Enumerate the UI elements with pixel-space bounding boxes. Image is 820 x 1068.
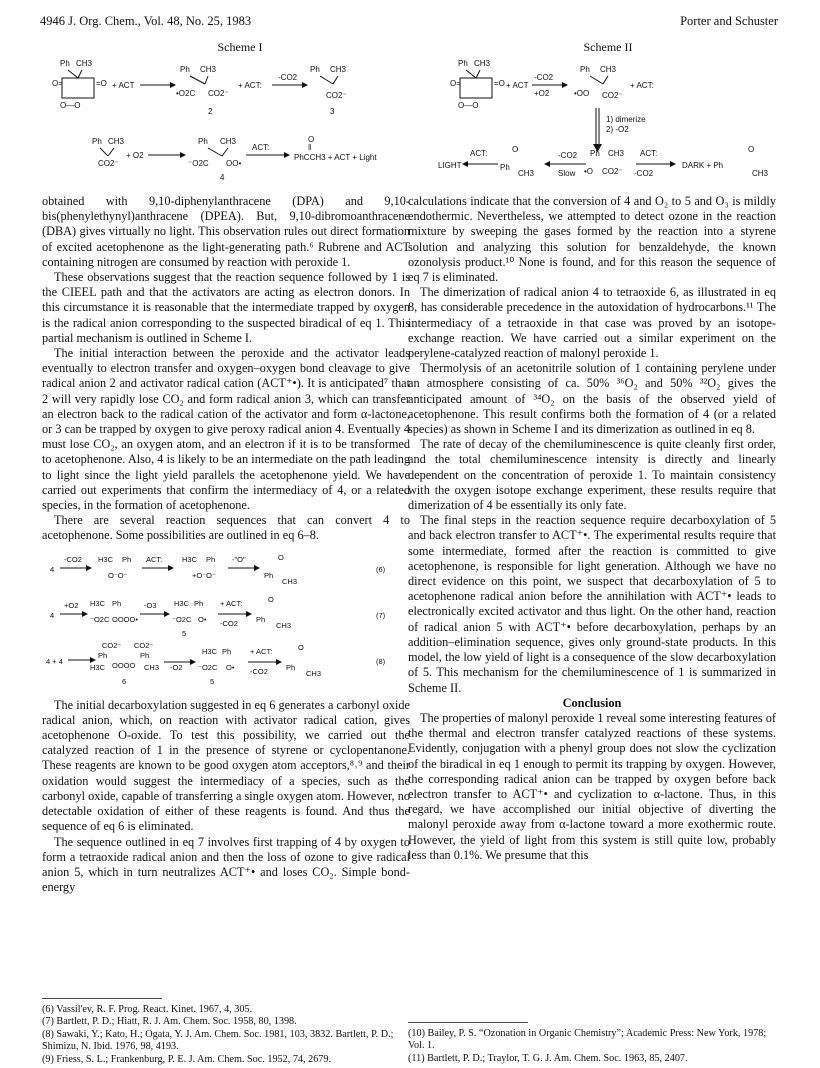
svg-text:O—O: O—O (458, 101, 479, 110)
footnote: (11) Bartlett, P. D.; Traylor, T. G. J. Am. Chem. Soc. 1963, 85, 2407. (408, 1052, 688, 1064)
scheme-1-label-4: 4 (220, 173, 225, 182)
footnote: (7) Bartlett, P. D.; Hiatt, R. J. Am. Chem. Soc. 1958, 80, 1398. (42, 1016, 297, 1028)
svg-text:CH3: CH3 (752, 169, 769, 178)
conclusion-heading: Conclusion (562, 695, 622, 710)
paragraph: The dimerization of radical anion 4 to tetraoxide 6, as illustrated in eq 8, has considerable precedence in the autoxidation of hydrocarbons.¹¹ The intermediacy of a tetraoxide in that case was proved by an isotope-exchange reaction. We have carried out a similar experiment on the perylene-catalyzed reaction of malonyl peroxide 1. (408, 285, 776, 361)
scheme-1-label-3: 3 (330, 107, 335, 116)
svg-text:ACT:: ACT: (146, 554, 163, 564)
svg-text:H3C: H3C (174, 598, 190, 608)
svg-text:Ph: Ph (98, 650, 108, 660)
svg-text:•OO: •OO (574, 89, 590, 98)
svg-text:+ ACT:: + ACT: (238, 81, 262, 90)
paragraph: The rate of decay of the chemiluminescence is quite cleanly first order, and the total chemiluminescence intensity is directly and linearly dependent on the concentration of peroxide 1. To maintain consistency with the oxygen isotope exchange experiment, these results require that dimerization of 4 be essentially its only fate. (408, 437, 776, 513)
running-header-left: 4946 J. Org. Chem., Vol. 48, No. 25, 1983 (40, 14, 252, 28)
svg-text:⁻O2C: ⁻O2C (172, 614, 192, 624)
svg-text:O: O (278, 552, 284, 562)
svg-text:Ph: Ph (180, 65, 190, 74)
left-column (42, 194, 410, 895)
svg-text:-O2: -O2 (170, 662, 183, 672)
footnotes-right (408, 1028, 778, 1065)
svg-text:+O⁻O⁻: +O⁻O⁻ (192, 570, 216, 580)
scheme-1-title: Scheme I (217, 40, 263, 54)
svg-text:+ ACT:: + ACT: (220, 598, 243, 608)
scheme-2-dimerize-1: 1) dimerize (606, 115, 646, 124)
svg-text:O: O (308, 135, 315, 144)
svg-text:OO•: OO• (226, 159, 242, 168)
svg-text:CH3: CH3 (144, 662, 160, 672)
eq-7-number: (7) (376, 610, 386, 620)
svg-text:Ph: Ph (264, 570, 274, 580)
svg-text:Ph: Ph (194, 598, 204, 608)
svg-text:Ph: Ph (310, 65, 320, 74)
svg-text:Ph: Ph (60, 59, 70, 68)
svg-text:CH3: CH3 (306, 668, 322, 678)
svg-text:Ph: Ph (92, 137, 102, 146)
svg-text:CO2⁻: CO2⁻ (134, 640, 154, 650)
svg-text:H3C: H3C (182, 554, 198, 564)
svg-text:CH3: CH3 (220, 137, 237, 146)
svg-text:O: O (268, 594, 274, 604)
svg-text:+ ACT: + ACT (506, 81, 529, 90)
svg-text:O•: O• (226, 662, 235, 672)
svg-text:CO2⁻: CO2⁻ (98, 159, 119, 168)
svg-text:O•: O• (198, 614, 207, 624)
svg-text:+ O2: + O2 (126, 151, 144, 160)
svg-text:CH3: CH3 (108, 137, 125, 146)
svg-text:+O2: +O2 (64, 600, 79, 610)
svg-text:ACT:: ACT: (470, 149, 488, 158)
svg-text:Ph: Ph (590, 149, 600, 158)
svg-text:Ph: Ph (256, 614, 266, 624)
footnote: (8) Sawaki, Y.; Kato, H.; Ogata, Y. J. Am. Chem. Soc. 1981, 103, 3832. Bartlett, P. D.; Shimizu, N. Ibid. 1976, 98, 4193. (42, 1028, 394, 1053)
paragraph: The initial interaction between the peroxide and the activator leads eventually to electron transfer and oxygen–oxygen bond cleavage to give radical anion 2 and activator radical cation (ACT⁺•). It is anticipated⁷ that 2 will very rapidly lose CO₂ and form radical anion 3, which can transfer an electron back to the radical cation of the activator and form α-lactone, or 3 can be trapped by oxygen to give peroxy radical anion 4. Eventually 4 must lose CO₂, an oxygen atom, and an electron if it is to be transformed to acetophenone. Also, 4 is likely to be an intermediate on the path leading to light since the light yield parallels the acetophenone yield. We have carried out experiments that confirm the intermediacy of 4, or a related species, in the formation of acetophenone. (42, 346, 410, 513)
svg-text:Ph: Ph (458, 59, 468, 68)
svg-text:H3C: H3C (90, 598, 106, 608)
svg-text:+ ACT: + ACT (112, 81, 135, 90)
equations-6-8 (42, 550, 410, 690)
svg-text:H3C: H3C (202, 646, 218, 656)
paragraph: These observations suggest that the reaction sequence followed by 1 is the CIEEL path and that the activators are acting as electron donors. In this circumstance it is reasonable that the intermediate trapped by oxygen is the radical anion corresponding to the suspected biradical of eq 1. This partial mechanism is outlined in Scheme I. (42, 270, 410, 345)
paragraph: There are several reaction sequences that can convert 4 to acetophenone. Some possibilities are outlined in eq 6–8. (42, 513, 410, 543)
svg-text:-O3: -O3 (144, 600, 157, 610)
svg-text:CH3: CH3 (518, 169, 535, 178)
svg-text:O: O (748, 145, 755, 154)
eq-8-number: (8) (376, 656, 386, 666)
footnote: (9) Friess, S. L.; Frankenburg, P. E. J. Am. Chem. Soc. 1952, 74, 2679. (42, 1053, 332, 1065)
conclusion-paragraph: The properties of malonyl peroxide 1 reveal some interesting features of the thermal and electron transfer catalyzed reactions of these systems. Evidently, conjugation with a phenyl group does not slow the cyclization of the biradical in eq 1 enough to permit its trapping by oxygen. However, the corresponding radical anion can be trapped by oxygen before back electron transfer to ACT⁺• and cyclization to α-lactone. Thus, in this regard, we have accomplished our initial objective of diverting the malonyl peroxide away from α-lactone toward a more exothermic route. However, the yield of light from this system is still quite low, probably less than 0.1%. We presume that this (408, 710, 776, 862)
svg-text:⁻O2C: ⁻O2C (188, 159, 209, 168)
paragraph: The sequence outlined in eq 7 involves first trapping of 4 by oxygen to form a tetraoxide radical anion and then the loss of ozone to give radical anion 5, which in turn neutralizes ACT⁺• and loses CO₂. Simple bond-energy (42, 834, 410, 895)
scheme-1-label-2: 2 (208, 107, 213, 116)
paragraph: calculations indicate that the conversion of 4 and O₂ to 5 and O₃ is mildly endothermic. Nevertheless, we attempted to detect ozone in the reaction mixture by sweeping the gases formed by the reaction into a styrene solution and analyzing this solution for benzaldehyde, the known ozonolysis product.¹⁰ None is found, and for this reason the sequence of eq 7 is eliminated. (408, 194, 776, 285)
scheme-2-light: LIGHT (438, 161, 462, 170)
svg-text:CO2⁻: CO2⁻ (602, 91, 623, 100)
scheme-1-figure (40, 56, 410, 184)
svg-text:Ph: Ph (286, 662, 296, 672)
svg-text:+ ACT:: + ACT: (250, 646, 273, 656)
svg-text:CO2⁻: CO2⁻ (602, 167, 623, 176)
footnote-rule-right (408, 1022, 528, 1023)
right-column (408, 194, 776, 863)
svg-text:4: 4 (50, 564, 55, 574)
svg-text:OOOO: OOOO (112, 660, 136, 670)
svg-text:4: 4 (50, 610, 55, 620)
svg-text:-CO2: -CO2 (278, 73, 298, 82)
svg-text:4 + 4: 4 + 4 (46, 656, 63, 666)
svg-text:-CO2: -CO2 (64, 554, 82, 564)
svg-text:-CO2: -CO2 (558, 151, 578, 160)
footnotes-left (42, 1004, 412, 1066)
scheme-2-slow: Slow (558, 169, 576, 178)
svg-text:Ph: Ph (580, 65, 590, 74)
scheme-2-title: Scheme II (583, 40, 633, 54)
svg-text:-CO2: -CO2 (220, 618, 238, 628)
scheme-2-dark: DARK + Ph (682, 161, 724, 170)
svg-text:Ph: Ph (206, 554, 216, 564)
svg-text:O=: O= (450, 79, 461, 88)
svg-text:5: 5 (182, 628, 187, 638)
svg-text:Ph: Ph (500, 163, 510, 172)
paragraph: The final steps in the reaction sequence require decarboxylation of 5 and back electron transfer to ACT⁺•. The experimental results require that some intermediate, formed after the reaction is committed to give acetophenone, is responsible for light generation. Although we have no direct evidence on this point, we suspect that decarboxylation of 5 to acetophenone radical anion before the annihilation with ACT⁺• leads to electronically excited activator and thus light. On the other hand, reaction of radical anion 5 with ACT⁺• before decarboxylation, perhaps by an addition–elimination sequence, gives only ground-state products. In this model, the low yield of light is a consequence of the slow decarboxylation of 5. This mechanism for the chemiluminescence of 1 is summarized in Scheme II. (408, 513, 776, 695)
svg-text:•O2C: •O2C (176, 89, 196, 98)
svg-text:5: 5 (210, 676, 215, 686)
svg-text:ACT:: ACT: (640, 149, 658, 158)
scheme-2-o2: +O2 (534, 89, 550, 98)
eq-6-number: (6) (376, 564, 386, 574)
svg-text:=O: =O (96, 79, 107, 88)
scheme-1-light-product: PhCCH3 + ACT + Light (294, 153, 377, 162)
svg-text:‖: ‖ (308, 143, 312, 152)
svg-text:ACT:: ACT: (252, 143, 270, 152)
svg-text:Ph: Ph (198, 137, 208, 146)
svg-text:CH3: CH3 (330, 65, 347, 74)
paragraph: Thermolysis of an acetonitrile solution of 1 containing perylene under an atmosphere consisting of ca. 50% ³⁶O₂ and 50% ³²O₂ gives the anticipated amount of ³⁴O₂ on the basis of the observed yield of acetophenone. This result confirms both the formation of 4 (or a related species) as shown in Scheme I and its dimerization as outlined in eq 8. (408, 361, 776, 437)
svg-text:O⁻O⁻: O⁻O⁻ (108, 570, 128, 580)
svg-text:H3C: H3C (98, 554, 114, 564)
svg-text:O: O (298, 642, 304, 652)
svg-text:O—O: O—O (60, 101, 81, 110)
paragraph: obtained with 9,10-diphenylanthracene (DPA) and 9,10-bis(phenylethynyl)anthracene (DPEA). But, 9,10-dibromoanthracene (DBA) gives virtually no light. This observation rules out direct formation of excited acetophenone as the light-generating path.⁶ Rubrene and ACT containing nitrogen are consumed by reaction with peroxide 1. (42, 194, 410, 269)
svg-text:CO2⁻: CO2⁻ (326, 91, 347, 100)
svg-text:+ ACT:: + ACT: (630, 81, 654, 90)
svg-text:=O: =O (494, 79, 505, 88)
svg-text:-CO2: -CO2 (250, 666, 268, 676)
svg-text:•O: •O (584, 167, 594, 176)
svg-text:⁻O2C: ⁻O2C (198, 662, 218, 672)
svg-text:CH3: CH3 (200, 65, 217, 74)
running-header-right: Porter and Schuster (680, 14, 778, 28)
equations-figure (42, 550, 410, 690)
svg-text:-"O": -"O" (232, 554, 246, 564)
svg-text:OOOO•: OOOO• (112, 614, 138, 624)
scheme-2-dimerize-2: 2) -O2 (606, 125, 629, 134)
svg-text:6: 6 (122, 676, 127, 686)
svg-text:O=: O= (52, 79, 63, 88)
svg-text:Ph: Ph (112, 598, 122, 608)
svg-text:CH3: CH3 (282, 576, 298, 586)
svg-text:CH3: CH3 (600, 65, 617, 74)
svg-text:CH3: CH3 (608, 149, 625, 158)
svg-text:CH3: CH3 (474, 59, 491, 68)
svg-text:H3C: H3C (90, 662, 106, 672)
svg-text:O: O (512, 145, 519, 154)
svg-text:CO2⁻: CO2⁻ (208, 89, 229, 98)
footnote: (10) Bailey, P. S. “Ozonation in Organic Chemistry”; Academic Press: New York, 1978; Vol. 1. (408, 1028, 767, 1052)
paragraph: The initial decarboxylation suggested in eq 6 generates a carbonyl oxide radical anion, which, on reaction with activator radical cation, gives acetophenone O-oxide. To test this possibility, we carried out the catalyzed reaction of 1 in the presence of styrene or cyclopentanone. These reagents are known to be good oxygen atom acceptors,⁸˒⁹ and their oxidation would suggest the intermediacy of a species, such as the carbonyl oxide, capable of transferring a single oxygen atom. However, no detectable oxidation of either of these reagents is found. And thus the sequence of eq 6 is eliminated. (42, 697, 410, 834)
svg-text:⁻O2C: ⁻O2C (90, 614, 110, 624)
scheme-2-figure (408, 56, 778, 184)
footnote: (6) Vassil'ev, R. F. Prog. React. Kinet. 1967, 4, 305. (42, 1004, 253, 1015)
svg-text:CH3: CH3 (76, 59, 93, 68)
svg-text:Ph: Ph (222, 646, 232, 656)
svg-text:Ph: Ph (122, 554, 132, 564)
footnote-rule-left (42, 998, 162, 999)
svg-text:-CO2: -CO2 (634, 169, 654, 178)
scheme-2-co2: -CO2 (534, 73, 554, 82)
svg-text:CO2⁻: CO2⁻ (102, 640, 122, 650)
svg-text:CH3: CH3 (276, 620, 292, 630)
svg-text:Ph: Ph (140, 650, 150, 660)
